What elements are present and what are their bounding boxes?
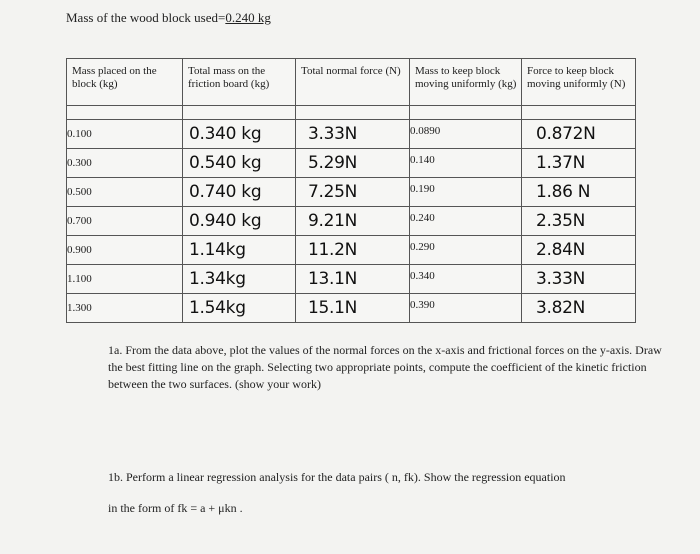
cell-mass-placed: 1.100 — [67, 265, 183, 294]
cell-mass-placed: 0.100 — [67, 120, 183, 149]
cell-mass-placed: 0.700 — [67, 207, 183, 236]
header-total-mass: Total mass on the friction board (kg) — [183, 59, 296, 106]
table-row — [67, 236, 636, 265]
data-table — [66, 58, 636, 323]
table-row — [67, 207, 636, 236]
cell-force-keep-moving: 2.84N — [522, 236, 636, 265]
cell-normal-force: 5.29N — [296, 149, 410, 178]
table-row — [67, 120, 636, 149]
cell-mass-keep-moving: 0.290 — [410, 236, 522, 265]
cell-force-keep-moving: 1.86 N — [522, 178, 636, 207]
table-row — [67, 294, 636, 323]
cell-total-mass: 0.340 kg — [183, 120, 296, 149]
header-force-keep-moving: Force to keep block moving uniformly (N) — [522, 59, 636, 106]
cell-force-keep-moving: 3.33N — [522, 265, 636, 294]
cell-force-keep-moving: 2.35N — [522, 207, 636, 236]
header-mass-placed: Mass placed on the block (kg) — [67, 59, 183, 106]
cell-total-mass: 0.940 kg — [183, 207, 296, 236]
cell-total-mass: 1.14kg — [183, 236, 296, 265]
cell-mass-placed: 0.900 — [67, 236, 183, 265]
cell-mass-placed: 0.300 — [67, 149, 183, 178]
cell-total-mass: 0.540 kg — [183, 149, 296, 178]
mass-label: Mass of the wood block used= — [66, 10, 226, 25]
cell-force-keep-moving: 0.872N — [522, 120, 636, 149]
table-row — [67, 178, 636, 207]
header-normal-force: Total normal force (N) — [296, 59, 410, 106]
cell-mass-placed: 1.300 — [67, 294, 183, 323]
cell-normal-force: 11.2N — [296, 236, 410, 265]
cell-mass-keep-moving: 0.190 — [410, 178, 522, 207]
question-1a: 1a. From the data above, plot the values of the normal forces on the x-axis and frictional forces on the y-axis. Draw the best fitting line on the graph. Selecting two appropriate points, compute the coefficient of the kinetic friction between the two surfaces. (show your work) — [108, 343, 662, 391]
cell-mass-keep-moving: 0.240 — [410, 207, 522, 236]
table-spacer-row — [67, 106, 636, 120]
cell-force-keep-moving: 3.82N — [522, 294, 636, 323]
cell-normal-force: 7.25N — [296, 178, 410, 207]
question-1b-line1: 1b. Perform a linear regression analysis for the data pairs ( n, fk). Show the regression equation — [108, 470, 566, 484]
cell-normal-force: 15.1N — [296, 294, 410, 323]
table-header-row — [67, 59, 636, 106]
cell-mass-keep-moving: 0.390 — [410, 294, 522, 323]
cell-mass-keep-moving: 0.0890 — [410, 120, 522, 149]
header-mass-keep-moving: Mass to keep block moving uniformly (kg) — [410, 59, 522, 106]
table-row — [67, 265, 636, 294]
question-1b — [108, 469, 668, 517]
cell-mass-keep-moving: 0.340 — [410, 265, 522, 294]
cell-mass-keep-moving: 0.140 — [410, 149, 522, 178]
cell-normal-force: 9.21N — [296, 207, 410, 236]
question-1b-line2: in the form of fk = a + μkn . — [108, 501, 243, 515]
cell-mass-placed: 0.500 — [67, 178, 183, 207]
cell-normal-force: 13.1N — [296, 265, 410, 294]
cell-total-mass: 1.54kg — [183, 294, 296, 323]
cell-normal-force: 3.33N — [296, 120, 410, 149]
cell-total-mass: 1.34kg — [183, 265, 296, 294]
table-row — [67, 149, 636, 178]
cell-total-mass: 0.740 kg — [183, 178, 296, 207]
wood-block-mass: 0.240 kg — [225, 10, 271, 25]
cell-force-keep-moving: 1.37N — [522, 149, 636, 178]
page-title — [66, 10, 271, 26]
